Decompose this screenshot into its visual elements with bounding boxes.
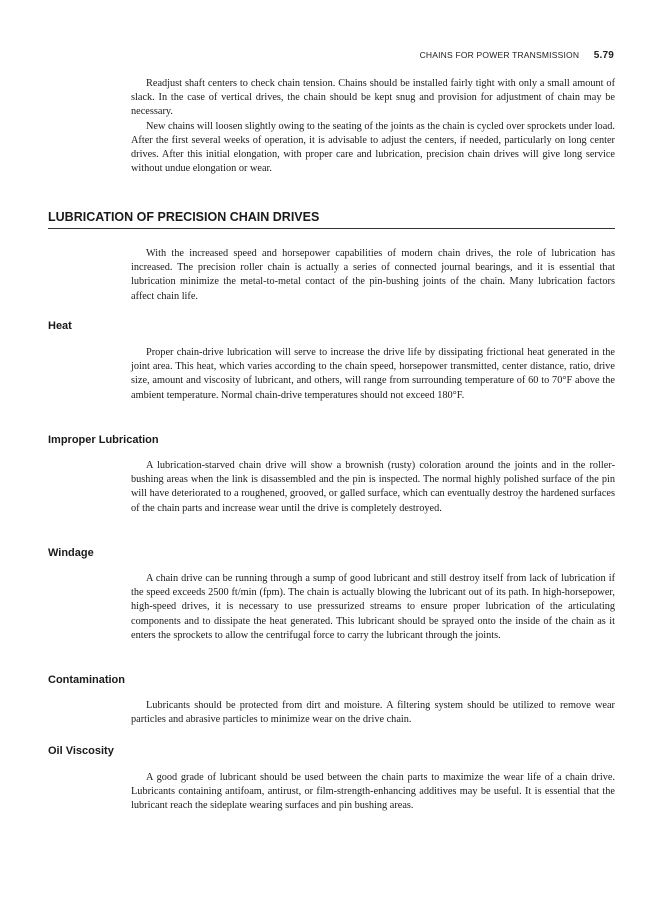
running-title: CHAINS FOR POWER TRANSMISSION [419,50,580,60]
paragraph: A chain drive can be running through a sump of good lubricant and still destroy itself from lack of lubrication if the speed exceeds 2500 ft/min (fpm). The chain is actually blowing the lubricant out of its path. In high-horsepower, high-speed drives, it is necessary to use pressurized streams to ensure proper lubrication of the articulating components and to dissipate the heat generated. This lubricant should be sprayed onto the inside of the chain as it enters the sprockets to allow the centrifugal force to carry the lubricant through the joints. [131,573,615,641]
subheading-oil-viscosity: Oil Viscosity [48,745,114,757]
section-intro [131,247,615,304]
paragraph: With the increased speed and horsepower capabilities of modern chain drives, the role of lubrication has increased. The precision roller chain is actually a series of connected journal bearings, and it is essential that lubrication minimize the metal-to-metal contact of the pin-bushing joints of the chain. Many lubrication factors affect chain life. [131,248,615,302]
paragraph: Lubricants should be protected from dirt and moisture. A filtering system should be utilized to remove wear particles and abrasive particles to minimize wear on the drive chain. [131,700,615,726]
body-contamination [131,699,615,727]
section-title: LUBRICATION OF PRECISION CHAIN DRIVES [48,210,615,229]
subheading-improper-lubrication: Improper Lubrication [48,434,159,446]
subheading-contamination: Contamination [48,674,125,686]
running-head [420,50,614,61]
paragraph: Readjust shaft centers to check chain tension. Chains should be installed fairly tight with only a small amount of slack. In the case of vertical drives, the chain should be kept snug and provision for adjustment of chain may be necessary. [131,78,615,118]
intro-block [131,77,615,176]
body-heat [131,346,615,403]
paragraph: Proper chain-drive lubrication will serve to increase the drive life by dissipating frictional heat generated in the joint area. This heat, which varies according to the chain speed, horsepower transmitted, center distance, ratio, drive size, amount and viscosity of lubricant, and others, will range from surrounding temperature of 60 to 70°F above the ambient temperature. Normal chain-drive temperatures should not exceed 180°F. [131,347,615,401]
paragraph: New chains will loosen slightly owing to the seating of the joints as the chain is cycled over sprockets under load. After the first several weeks of operation, it is advisable to adjust the centers, if needed, particularly on long center drives. After this initial elongation, with proper care and lubrication, precision chain drives will give long service without undue elongation or wear. [131,120,615,175]
paragraph: A lubrication-starved chain drive will show a brownish (rusty) coloration around the joints and in the roller-bushing areas when the link is disassembled and the pin is inspected. The normal highly polished surface of the pin will have deteriorated to a roughened, grooved, or galled surface, which can eventually destroy the hardened surfaces of the chain parts and increase wear until the drive is completely destroyed. [131,460,615,514]
body-oil-viscosity [131,771,615,814]
subheading-windage: Windage [48,547,94,559]
body-windage [131,572,615,643]
paragraph: A good grade of lubricant should be used between the chain parts to maximize the wear life of a chain drive. Lubricants containing antifoam, antirust, or film-strength-enhancing additives may be useful. It is essential that the lubricant reach the sideplate wearing surfaces and pin bushing areas. [131,772,615,812]
subheading-heat: Heat [48,320,72,332]
page-number: 5.79 [593,50,614,61]
body-improper-lubrication [131,459,615,516]
